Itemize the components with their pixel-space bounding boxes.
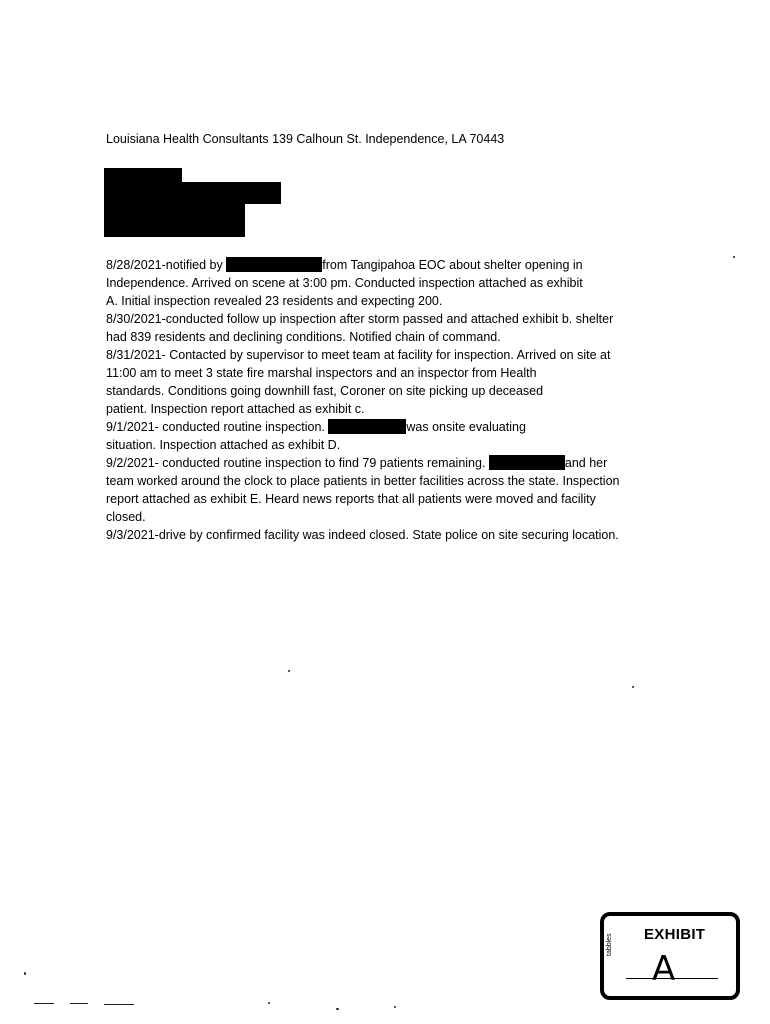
scan-speck (632, 686, 634, 688)
log-line-2: Independence. Arrived on scene at 3:00 pm. Conducted inspection attached as exhibit (106, 276, 583, 290)
letterhead-address: Louisiana Health Consultants 139 Calhoun St. Independence, LA 70443 (106, 132, 505, 146)
scan-speck (394, 1006, 396, 1008)
exhibit-title: EXHIBIT (644, 926, 706, 943)
exhibit-brand-text: tabbles (606, 933, 613, 956)
log-line-15: closed. (106, 510, 146, 524)
log-line-11: situation. Inspection attached as exhibit D. (106, 438, 341, 452)
scan-speck (24, 972, 26, 975)
scan-speck (104, 1004, 134, 1005)
log-line-7: 11:00 am to meet 3 state fire marshal inspectors and an inspector from Health (106, 366, 537, 380)
exhibit-sticker (600, 912, 740, 1000)
scan-speck (70, 1003, 88, 1004)
log-line-14: report attached as exhibit E. Heard news reports that all patients were moved and facility (106, 492, 596, 506)
log-line-12: 9/2/2021- conducted routine inspection to find 79 patients remaining. and her (106, 456, 608, 470)
log-line-5: had 839 residents and declining conditions. Notified chain of command. (106, 330, 501, 344)
log-line-4: 8/30/2021-conducted follow up inspection after storm passed and attached exhibit b. shelter (106, 312, 614, 326)
log-line-6: 8/31/2021- Contacted by supervisor to meet team at facility for inspection. Arrived on site at (106, 348, 611, 362)
scan-speck (268, 1002, 270, 1004)
log-line-10: 9/1/2021- conducted routine inspection. was onsite evaluating (106, 420, 526, 434)
inspection-log (106, 256, 666, 544)
log-line-16: 9/3/2021-drive by confirmed facility was indeed closed. State police on site securing location. (106, 528, 619, 542)
log-line-13: team worked around the clock to place patients in better facilities across the state. Inspection (106, 474, 620, 488)
redaction-block-3 (104, 202, 245, 237)
inline-redaction (328, 419, 406, 434)
scan-speck (336, 1008, 339, 1010)
log-line-3: A. Initial inspection revealed 23 residents and expecting 200. (106, 294, 443, 308)
scan-speck (288, 670, 290, 672)
log-line-1: 8/28/2021-notified by from Tangipahoa EOC about shelter opening in (106, 258, 583, 272)
inline-redaction (489, 455, 565, 470)
redaction-block-2 (104, 182, 281, 204)
log-line-9: patient. Inspection report attached as exhibit c. (106, 402, 365, 416)
exhibit-letter: A (652, 949, 676, 989)
log-line-8: standards. Conditions going downhill fast, Coroner on site picking up deceased (106, 384, 544, 398)
inline-redaction (226, 257, 322, 272)
scan-speck (34, 1003, 54, 1004)
scan-speck (733, 256, 735, 258)
